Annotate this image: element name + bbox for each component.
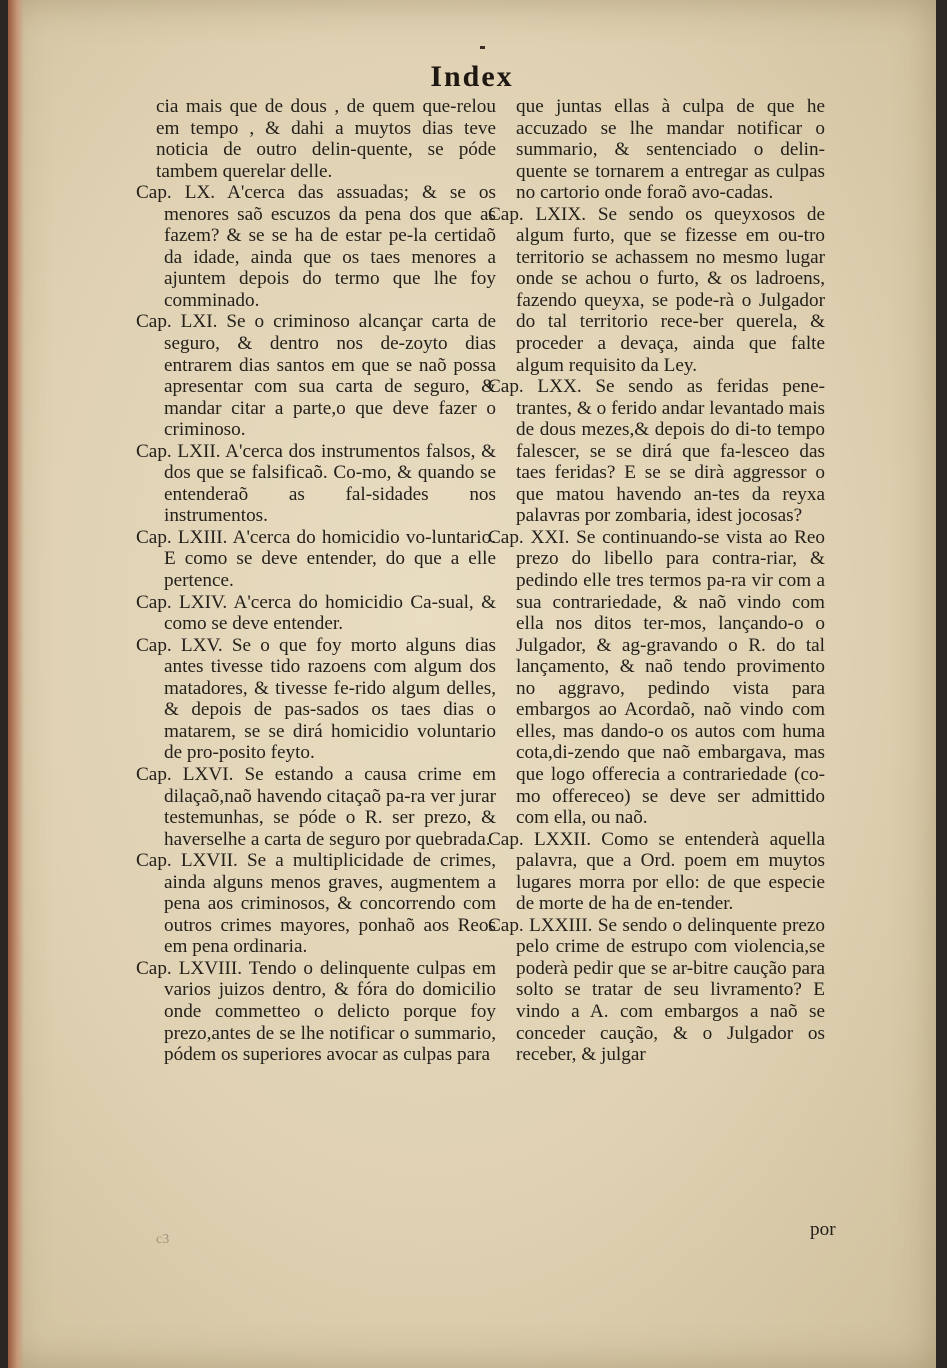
top-printer-mark (480, 46, 485, 49)
index-entry-continuation: cia mais que de dous , de quem que-relou em tempo , & dahi a muytos dias teve noticia de outro delin-quente, se póde tambem querelar delle. (156, 96, 496, 182)
catchword: por (810, 1219, 836, 1240)
index-entry: Cap. LXVIII. Tendo o delinquente culpas em varios juizos dentro, & fóra do domicilio onde commetteo o delicto porque foy prezo,antes de se lhe notificar o summario, pódem os superiores avocar as culpas para (136, 957, 496, 1066)
index-entry: Cap. LXX. Se sendo as feridas pene-trantes, & o ferido andar levantado mais de dous mezes,& depois do di-to tempo falescer, se se dirá que fa-lesceo das taes feridas? E se se dirà aggressor o que matou havendo an-tes da reyxa palavras por zombaria, idest jocosas? (488, 376, 825, 527)
index-entry: Cap. LXIV. A'cerca do homicidio Ca-sual, & como se deve entender. (136, 591, 496, 635)
index-entry: Cap. LXXIII. Se sendo o delinquente prezo pelo crime de estrupo com violencia,se poderà pedir que se ar-bitre caução para solto se tratar de seu livramento? E vindo a A. com embargos a naõ se conceder caução, & o Julgador os receber, & julgar (488, 914, 825, 1066)
index-entry: Cap. LXVII. Se a multiplicidade de crimes, ainda alguns menos graves, augmentem a pena aos criminosos, & concorrendo com outros crimes mayores, ponhaõ aos Reos em pena ordinaria. (136, 850, 496, 958)
page-spine-edge (8, 0, 24, 1368)
left-text-column (136, 96, 496, 1066)
index-entry: Cap. LXVI. Se estando a causa crime em dilaçaõ,naõ havendo citaçaõ pa-ra ver jurar testemunhas, se póde o R. ser prezo, & haverselhe a carta de seguro por quebrada. (136, 763, 496, 850)
page-header-title: Index (430, 60, 514, 93)
index-entry: Cap. LXXII. Como se entenderà aquella palavra, que a Ord. poem em muytos lugares morra por ello: de que especie de morte de ha de en-tender. (488, 828, 825, 915)
index-entry-continuation: que juntas ellas à culpa de que he accuzado se lhe mandar notificar o summario, & sentenciado o delin-quente se tornarem a entregar as culpas no cartorio onde foraõ avo-cadas. (516, 96, 825, 204)
book-page (8, 0, 936, 1368)
index-entry: Cap. LXV. Se o que foy morto alguns dias antes tivesse tido razoens com algum dos matadores, & tivesse fe-rido algum delles, & depois de pas-sados os taes dias o matarem, se se dirá homicidio voluntario de pro-posito feyto. (136, 634, 496, 764)
index-entry: Cap. LXII. A'cerca dos instrumentos falsos, & dos que se falsificaõ. Co-mo, & quando se entenderaõ as fal-sidades nos instrumentos. (136, 440, 496, 527)
index-entry: Cap. LXIX. Se sendo os queyxosos de algum furto, que se fizesse em ou-tro territorio se achassem no mesmo lugar onde se achou o furto, & os ladroens, fazendo queyxa, se pode-rà o Julgador do tal territorio rece-ber querela, & proceder a devaça, ainda que falte algum requisito da Ley. (488, 203, 825, 376)
index-entry: Cap. LXIII. A'cerca do homicidio vo-luntario. E como se deve entender, do que a elle pertence. (136, 526, 496, 592)
signature-mark: c3 (156, 1232, 170, 1247)
index-entry: Cap. XXI. Se continuando-se vista ao Reo prezo do libello para contra-riar, & pedindo elle tres termos pa-ra vir com a sua contrariedade, & naõ vindo com ella nos ditos ter-mos, lançando-o o Julgador, & ag-gravando o R. do tal lançamento, & naõ tendo provimento no aggravo, pedindo vista para embargos ao Acordaõ, naõ vindo com elles, mas dando-o os autos com huma cota,di-zendo que naõ embargava, mas que logo offerecia a contrariedade (co-mo offereceo) se deve ser admittido com ella, ou naõ. (488, 526, 825, 829)
right-text-column (488, 96, 825, 1066)
index-entry: Cap. LX. A'cerca das assuadas; & se os menores saõ escuzos da pena dos que as fazem? & se se ha de estar pe-la certidaõ da idade, ainda que os taes menores a ajuntem depois do termo que lhe foy comminado. (136, 182, 496, 311)
index-entry: Cap. LXI. Se o criminoso alcançar carta de seguro, & dentro nos de-zoyto dias entrarem dias santos em que se naõ possa apresentar com sua carta de seguro, & mandar citar a parte,o que deve fazer o criminoso. (136, 311, 496, 441)
